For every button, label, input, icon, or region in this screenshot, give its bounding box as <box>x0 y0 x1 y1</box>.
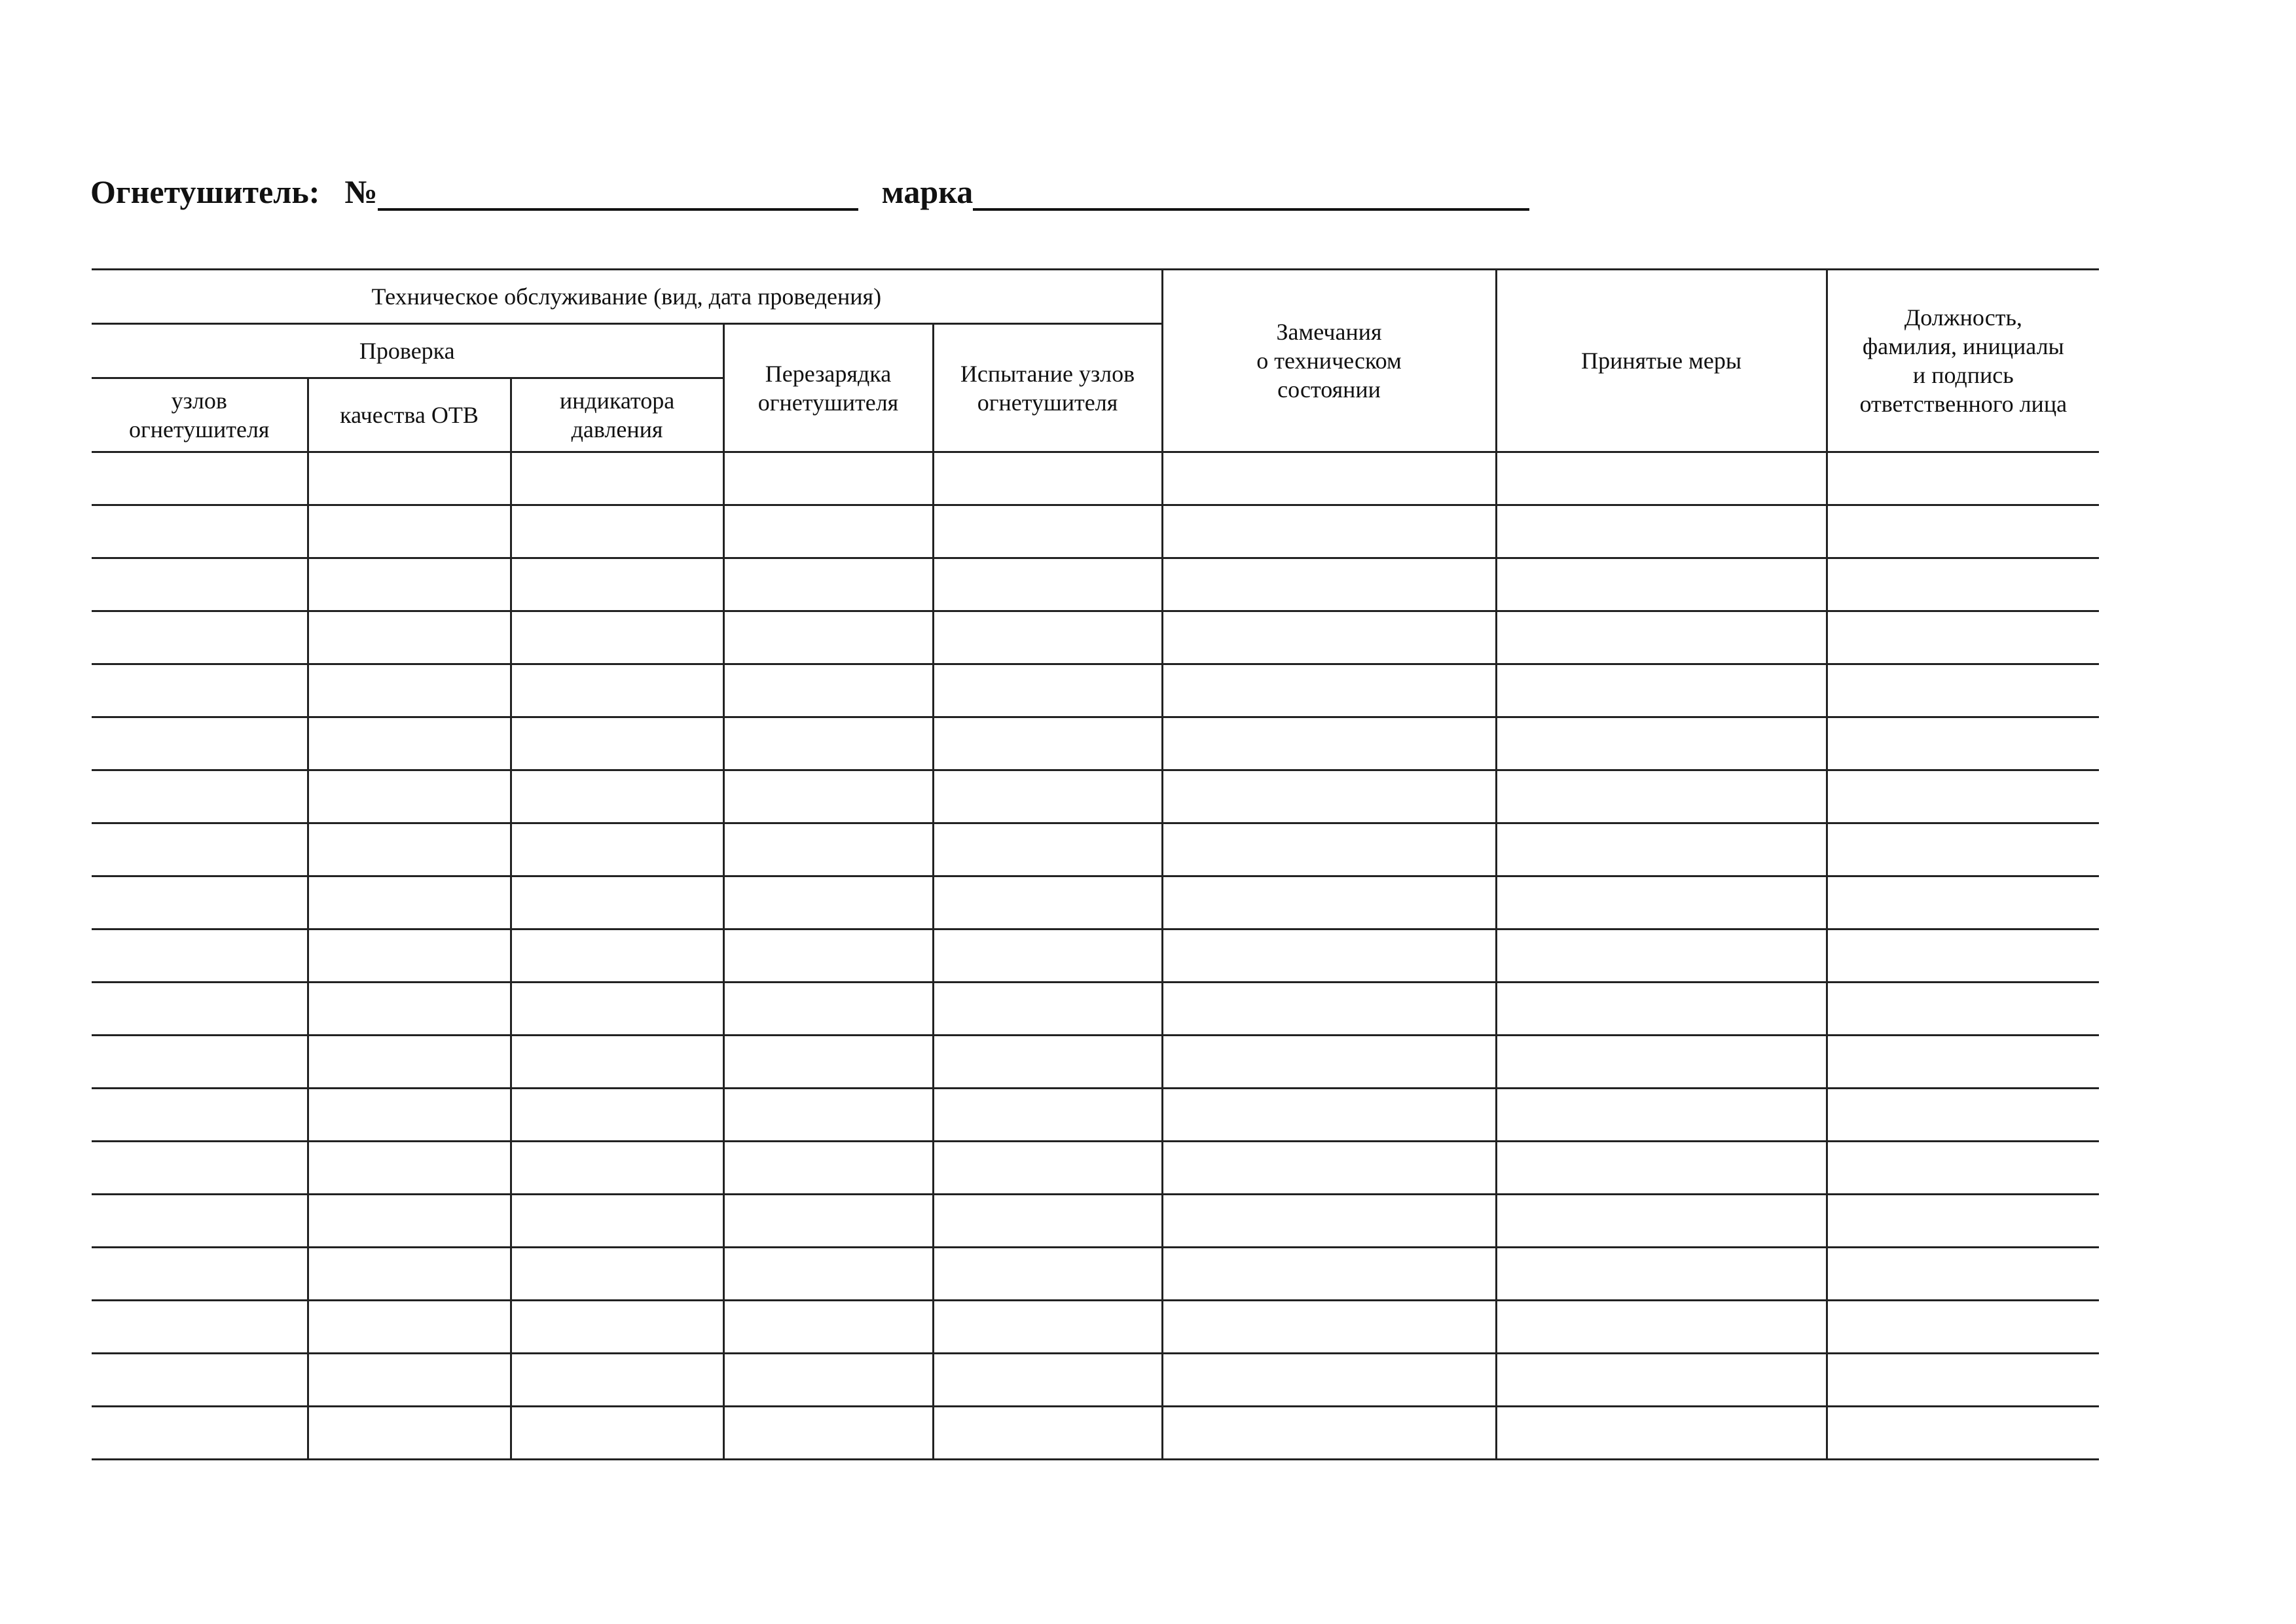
table-row <box>92 664 2099 717</box>
recharge-cell[interactable] <box>723 823 933 876</box>
measures-cell[interactable] <box>1496 823 1827 876</box>
remarks-cell[interactable] <box>1162 1407 1496 1460</box>
remarks-cell[interactable] <box>1162 929 1496 983</box>
recharge-cell[interactable] <box>723 717 933 770</box>
measures-cell[interactable] <box>1496 929 1827 983</box>
responsible-cell[interactable] <box>1827 1407 2099 1460</box>
measures-cell[interactable] <box>1496 876 1827 929</box>
measures-cell[interactable] <box>1496 1354 1827 1407</box>
test-cell[interactable] <box>933 1036 1162 1089</box>
recharge-cell[interactable] <box>723 1089 933 1142</box>
check-pressure-indicator-cell[interactable] <box>511 1354 723 1407</box>
table-row <box>92 452 2099 505</box>
responsible-cell[interactable] <box>1827 876 2099 929</box>
check-units-cell[interactable] <box>92 717 308 770</box>
remarks-cell[interactable] <box>1162 1089 1496 1142</box>
recharge-cell[interactable] <box>723 983 933 1036</box>
recharge-cell[interactable] <box>723 1301 933 1354</box>
check-units-cell[interactable] <box>92 1354 308 1407</box>
recharge-cell[interactable] <box>723 929 933 983</box>
check-agent-quality-cell[interactable] <box>308 876 511 929</box>
check-agent-quality-cell[interactable] <box>308 1142 511 1195</box>
maintenance-log-table <box>92 268 2099 1460</box>
measures-cell[interactable] <box>1496 1248 1827 1301</box>
responsible-cell[interactable] <box>1827 929 2099 983</box>
measures-cell[interactable] <box>1496 1036 1827 1089</box>
recharge-cell[interactable] <box>723 1036 933 1089</box>
check-pressure-indicator-cell[interactable] <box>511 611 723 664</box>
remarks-cell[interactable] <box>1162 558 1496 611</box>
check-agent-quality-cell[interactable] <box>308 1407 511 1460</box>
check-subgroup-header: Проверка <box>92 324 723 378</box>
responsible-cell[interactable] <box>1827 452 2099 505</box>
check-pressure-indicator-cell[interactable] <box>511 1142 723 1195</box>
check-agent-quality-cell[interactable] <box>308 1301 511 1354</box>
log-body <box>92 452 2099 1460</box>
check-pressure-indicator-cell[interactable] <box>511 505 723 558</box>
remarks-cell[interactable] <box>1162 717 1496 770</box>
measures-cell[interactable] <box>1496 1407 1827 1460</box>
test-cell[interactable] <box>933 1301 1162 1354</box>
check-units-cell[interactable] <box>92 1036 308 1089</box>
check-units-cell[interactable] <box>92 558 308 611</box>
test-cell[interactable] <box>933 1142 1162 1195</box>
table-row <box>92 1407 2099 1460</box>
table-row <box>92 1301 2099 1354</box>
recharge-cell[interactable] <box>723 1142 933 1195</box>
check-units-cell[interactable] <box>92 983 308 1036</box>
check-pressure-indicator-cell[interactable] <box>511 558 723 611</box>
recharge-cell[interactable] <box>723 1195 933 1248</box>
check-pressure-indicator-cell[interactable] <box>511 664 723 717</box>
responsible-cell[interactable] <box>1827 1195 2099 1248</box>
test-cell[interactable] <box>933 929 1162 983</box>
check-units-cell[interactable] <box>92 876 308 929</box>
table-row <box>92 1036 2099 1089</box>
responsible-cell[interactable] <box>1827 823 2099 876</box>
remarks-cell[interactable] <box>1162 1301 1496 1354</box>
test-cell[interactable] <box>933 505 1162 558</box>
table-row <box>92 1354 2099 1407</box>
recharge-cell[interactable] <box>723 664 933 717</box>
check-units-cell[interactable] <box>92 1195 308 1248</box>
test-cell[interactable] <box>933 611 1162 664</box>
check-units-cell[interactable] <box>92 1142 308 1195</box>
responsible-cell[interactable] <box>1827 1036 2099 1089</box>
responsible-cell[interactable] <box>1827 717 2099 770</box>
measures-cell[interactable] <box>1496 1301 1827 1354</box>
recharge-cell[interactable] <box>723 452 933 505</box>
check-agent-quality-cell[interactable] <box>308 929 511 983</box>
test-cell[interactable] <box>933 876 1162 929</box>
check-units-cell[interactable] <box>92 664 308 717</box>
recharge-cell[interactable] <box>723 611 933 664</box>
measures-cell[interactable] <box>1496 770 1827 823</box>
remarks-cell[interactable] <box>1162 611 1496 664</box>
measures-cell[interactable] <box>1496 558 1827 611</box>
test-cell[interactable] <box>933 1354 1162 1407</box>
check-agent-quality-cell[interactable] <box>308 1354 511 1407</box>
check-pressure-indicator-cell[interactable] <box>511 452 723 505</box>
recharge-header: Перезарядка огнетушителя <box>723 324 933 452</box>
check-agent-quality-cell[interactable] <box>308 983 511 1036</box>
test-cell[interactable] <box>933 717 1162 770</box>
check-pressure-indicator-cell[interactable] <box>511 929 723 983</box>
recharge-cell[interactable] <box>723 876 933 929</box>
recharge-cell[interactable] <box>723 1354 933 1407</box>
measures-cell[interactable] <box>1496 717 1827 770</box>
table-row <box>92 611 2099 664</box>
check-units-cell[interactable] <box>92 1301 308 1354</box>
remarks-cell[interactable] <box>1162 823 1496 876</box>
check-agent-quality-cell[interactable] <box>308 558 511 611</box>
table-row <box>92 1089 2099 1142</box>
remarks-cell[interactable] <box>1162 1354 1496 1407</box>
remarks-cell[interactable] <box>1162 983 1496 1036</box>
measures-cell[interactable] <box>1496 983 1827 1036</box>
check-pressure-indicator-cell[interactable] <box>511 770 723 823</box>
table-row <box>92 770 2099 823</box>
responsible-cell[interactable] <box>1827 983 2099 1036</box>
responsible-cell[interactable] <box>1827 611 2099 664</box>
check-agent-quality-cell[interactable] <box>308 664 511 717</box>
responsible-cell[interactable] <box>1827 1248 2099 1301</box>
remarks-cell[interactable] <box>1162 1248 1496 1301</box>
test-cell[interactable] <box>933 770 1162 823</box>
remarks-cell[interactable] <box>1162 505 1496 558</box>
table-row <box>92 1248 2099 1301</box>
form-heading <box>90 158 1529 211</box>
check-pressure-indicator-cell[interactable] <box>511 823 723 876</box>
table-row <box>92 1195 2099 1248</box>
recharge-cell[interactable] <box>723 1407 933 1460</box>
table-row <box>92 558 2099 611</box>
check-units-cell[interactable] <box>92 1248 308 1301</box>
measures-cell[interactable] <box>1496 664 1827 717</box>
check-pressure-indicator-cell[interactable] <box>511 1036 723 1089</box>
check-agent-quality-header: качества ОТВ <box>308 378 511 452</box>
remarks-cell[interactable] <box>1162 770 1496 823</box>
maintenance-group-header: Техническое обслуживание (вид, дата проведения) <box>92 270 1162 324</box>
responsible-cell[interactable] <box>1827 1142 2099 1195</box>
recharge-cell[interactable] <box>723 505 933 558</box>
check-pressure-indicator-cell[interactable] <box>511 1195 723 1248</box>
measures-cell[interactable] <box>1496 505 1827 558</box>
responsible-cell[interactable] <box>1827 1089 2099 1142</box>
test-cell[interactable] <box>933 1195 1162 1248</box>
check-units-cell[interactable] <box>92 505 308 558</box>
test-cell[interactable] <box>933 1407 1162 1460</box>
check-pressure-indicator-cell[interactable] <box>511 983 723 1036</box>
test-header: Испытание узлов огнетушителя <box>933 324 1162 452</box>
check-pressure-indicator-header: индикатора давления <box>511 378 723 452</box>
check-units-cell[interactable] <box>92 770 308 823</box>
check-units-cell[interactable] <box>92 1089 308 1142</box>
remarks-cell[interactable] <box>1162 876 1496 929</box>
test-cell[interactable] <box>933 823 1162 876</box>
responsible-cell[interactable] <box>1827 770 2099 823</box>
remarks-cell[interactable] <box>1162 664 1496 717</box>
table-row <box>92 505 2099 558</box>
check-pressure-indicator-cell[interactable] <box>511 717 723 770</box>
measures-header: Принятые меры <box>1496 270 1827 452</box>
check-agent-quality-cell[interactable] <box>308 452 511 505</box>
responsible-cell[interactable] <box>1827 558 2099 611</box>
extinguisher-label: Огнетушитель: <box>90 173 320 210</box>
check-agent-quality-cell[interactable] <box>308 1195 511 1248</box>
number-field[interactable] <box>378 171 858 211</box>
table-row <box>92 1142 2099 1195</box>
table-row <box>92 876 2099 929</box>
check-pressure-indicator-cell[interactable] <box>511 1301 723 1354</box>
check-units-cell[interactable] <box>92 611 308 664</box>
check-units-header: узлов огнетушителя <box>92 378 308 452</box>
test-cell[interactable] <box>933 983 1162 1036</box>
brand-field[interactable] <box>973 171 1529 211</box>
table-row <box>92 717 2099 770</box>
table-row <box>92 929 2099 983</box>
check-agent-quality-cell[interactable] <box>308 1248 511 1301</box>
responsible-cell[interactable] <box>1827 1354 2099 1407</box>
recharge-cell[interactable] <box>723 770 933 823</box>
check-pressure-indicator-cell[interactable] <box>511 876 723 929</box>
measures-cell[interactable] <box>1496 452 1827 505</box>
test-cell[interactable] <box>933 1089 1162 1142</box>
check-units-cell[interactable] <box>92 929 308 983</box>
table-row <box>92 983 2099 1036</box>
test-cell[interactable] <box>933 664 1162 717</box>
check-agent-quality-cell[interactable] <box>308 611 511 664</box>
measures-cell[interactable] <box>1496 611 1827 664</box>
check-pressure-indicator-cell[interactable] <box>511 1407 723 1460</box>
measures-cell[interactable] <box>1496 1089 1827 1142</box>
recharge-cell[interactable] <box>723 558 933 611</box>
recharge-cell[interactable] <box>723 1248 933 1301</box>
brand-label: марка <box>881 173 974 210</box>
table-row <box>92 823 2099 876</box>
check-agent-quality-cell[interactable] <box>308 717 511 770</box>
check-pressure-indicator-cell[interactable] <box>511 1248 723 1301</box>
remarks-header: Замечания о техническом состоянии <box>1162 270 1496 452</box>
remarks-cell[interactable] <box>1162 452 1496 505</box>
remarks-cell[interactable] <box>1162 1142 1496 1195</box>
check-units-cell[interactable] <box>92 452 308 505</box>
measures-cell[interactable] <box>1496 1195 1827 1248</box>
measures-cell[interactable] <box>1496 1142 1827 1195</box>
check-agent-quality-cell[interactable] <box>308 823 511 876</box>
check-agent-quality-cell[interactable] <box>308 505 511 558</box>
check-agent-quality-cell[interactable] <box>308 1089 511 1142</box>
responsible-header: Должность, фамилия, инициалы и подпись ответственного лица <box>1827 270 2099 452</box>
remarks-cell[interactable] <box>1162 1195 1496 1248</box>
responsible-cell[interactable] <box>1827 1301 2099 1354</box>
number-label: № <box>344 173 378 210</box>
check-agent-quality-cell[interactable] <box>308 1036 511 1089</box>
test-cell[interactable] <box>933 1248 1162 1301</box>
check-units-cell[interactable] <box>92 1407 308 1460</box>
test-cell[interactable] <box>933 452 1162 505</box>
check-pressure-indicator-cell[interactable] <box>511 1089 723 1142</box>
check-agent-quality-cell[interactable] <box>308 770 511 823</box>
responsible-cell[interactable] <box>1827 505 2099 558</box>
check-units-cell[interactable] <box>92 823 308 876</box>
responsible-cell[interactable] <box>1827 664 2099 717</box>
remarks-cell[interactable] <box>1162 1036 1496 1089</box>
test-cell[interactable] <box>933 558 1162 611</box>
